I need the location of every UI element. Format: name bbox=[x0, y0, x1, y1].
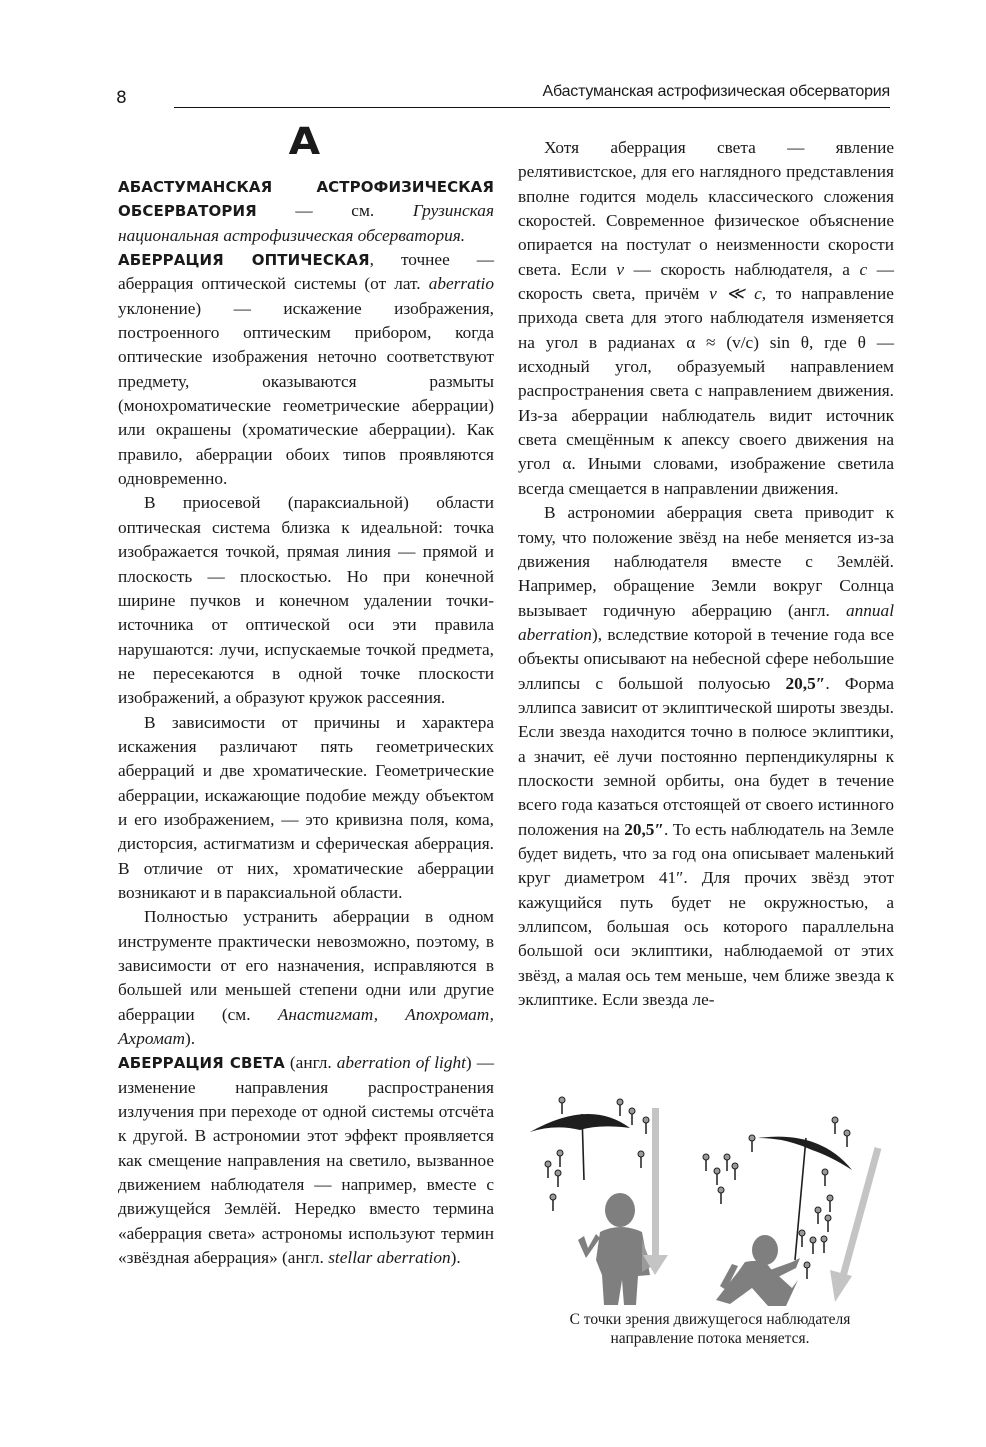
caption-line: С точки зрения движущегося наблюдателя bbox=[569, 1311, 851, 1328]
left-column bbox=[118, 175, 494, 1270]
paragraph: В приосевой (параксиальной) области оптическая система близка к идеальной: точка изображается точкой, прямая линия — прямой и плоскость — плоскостью. Но при конечной ширине пучков и конечном удалении точки-источника от оптической оси эти правила нарушаются: лучи, испускаемые точкой предмета, не пересекаются в одной точке плоскости изображений, а образуют кружок рассеяния. bbox=[118, 493, 494, 708]
entry-text: — скорость наблюдателя, а bbox=[624, 259, 860, 279]
running-head: Абастуманская астрофизическая обсерватория bbox=[542, 83, 890, 100]
umbrella-icon-left bbox=[530, 1114, 630, 1180]
entry-text: Хотя аберрация света — явление релятивистское, для его наглядного представления вполне годится модель классического сложения скоростей. Современное физическое объяснение опирается на постулат о неизменности скорости света. Если bbox=[518, 138, 894, 279]
umbrella-illustration bbox=[530, 1090, 890, 1308]
cross-reference[interactable]: Анастигмат, Апохромат, Ахромат bbox=[118, 1004, 494, 1049]
entry-text: — см. bbox=[256, 201, 413, 221]
entry-text: уклонение) — искажение изображения, построенного оптическим прибором, когда оптические изображения неточно соответствуют предмету, оказываются размыты (монохроматические геометрические аберрации) или окрашены (хроматические аберрации). Как правило, аберрации обоих типов проявляются одновременно. bbox=[118, 298, 494, 489]
entry-term: АБЕРРАЦИЯ ОПТИЧЕСКАЯ bbox=[118, 251, 370, 270]
entry-text: ) — изменение направления распространения излучения при переходе от одной системы отсчёта к другой. В астрономии этот эффект проявляется как смещение направления на светило, вызванное движением наблюдателя — например, вместе с движущейся Землёй. Нередко вместо термина «аберрация света» астрономы используют термин «звёздная аберрация» (англ. bbox=[118, 1053, 494, 1268]
cross-reference[interactable]: Грузинская национальная астрофизическая обсерватория. bbox=[118, 201, 494, 245]
entry-optical-aberration bbox=[118, 248, 494, 491]
header-rule bbox=[174, 107, 890, 108]
latin-term: aberratio bbox=[428, 274, 494, 294]
entry-text: В астрономии аберрация света приводит к тому, что положение звёзд на небе меняется из-за движения наблюдателя вместе с Землёй. Например, обращение Земли вокруг Солнца вызывает годичную аберрацию (англ. bbox=[518, 503, 894, 620]
entry-text: ), вследствие которой в течение года все объекты описывают на небесной сфере небольшие эллипсы с большой полуосью bbox=[518, 624, 894, 693]
entry-text: , где θ — исходный угол, образуемый направлением распространения света с направлением движения. Из-за аберрации наблюдатель видит источник света смещённым к апексу своего движения на угол α. Иными словами, изображение светила всегда смещается в направлении движения. bbox=[518, 332, 894, 498]
page-number: 8 bbox=[116, 88, 127, 108]
english-term: aberration of light bbox=[336, 1053, 466, 1073]
section-letter: А bbox=[288, 120, 321, 163]
entry-light-aberration bbox=[118, 1051, 494, 1270]
entry-text: ). bbox=[450, 1248, 461, 1268]
paragraph bbox=[518, 501, 894, 1012]
formula: α ≈ (v/c) sin θ bbox=[686, 332, 810, 352]
caption-line: направление потока меняется. bbox=[610, 1330, 810, 1347]
right-column bbox=[518, 136, 894, 1012]
value-arcsec: 20,5″ bbox=[624, 819, 664, 839]
entry-text: , то направление прихода света для этого наблюдателя изменяется на угол в радианах bbox=[518, 284, 894, 352]
entry-term: АБАСТУМАНСКАЯ АСТРОФИЗИЧЕСКАЯ ОБСЕРВАТОРИЯ bbox=[118, 178, 494, 221]
standing-person-icon bbox=[578, 1193, 652, 1305]
entry-text: ). bbox=[185, 1029, 196, 1049]
english-term: annual aberration bbox=[518, 600, 894, 644]
symbol-c: c bbox=[859, 259, 868, 279]
paragraph: В зависимости от причины и характера искажения различают пять геометрических аберраций и две хроматические. Геометрические аберрации, искажающие подобие между объектом и его изображением, — это кривизна поля, кома, дисторсия, астигматизм и сферическая аберрация. В отличие от них, хроматические аберрации возникают и в параксиальной области. bbox=[118, 712, 494, 902]
running-person-icon bbox=[716, 1235, 800, 1306]
value-arcsec: 20,5″ bbox=[785, 673, 826, 693]
entry-text: , точнее — аберрация оптической системы (от лат. bbox=[118, 250, 495, 294]
paragraph bbox=[518, 136, 894, 501]
symbol-v: v bbox=[616, 259, 625, 279]
entry-text: . Форма эллипса зависит от эклиптической широты звезды. Если звезда находится точно в полюсе эклиптики, а значит, её лучи постоянно перпендикулярны к плоскости земной орбиты, она будет в течение всего года казаться отстоящей от своего истинного положения на bbox=[518, 673, 894, 839]
entry-abastumani bbox=[118, 175, 494, 248]
paragraph bbox=[118, 905, 494, 1051]
entry-text: (англ. bbox=[284, 1053, 337, 1073]
entry-term: АБЕРРАЦИЯ СВЕТА bbox=[118, 1054, 285, 1073]
english-term: stellar aberration bbox=[328, 1248, 451, 1268]
inequality: v ≪ c bbox=[709, 284, 762, 304]
entry-text: . То есть наблюдатель на Земле будет видеть, что за год она описывает маленький круг диаметром 41″. Для прочих звёзд этот кажущийся путь будет не окружностью, а эллипсом, большая ось которого параллельна большой оси эклиптики, наблюдаемой от этих звёзд, а малая ось тем меньше, чем ближе звезда к эклиптике. Если звезда ле- bbox=[518, 819, 894, 1010]
figure-caption bbox=[520, 1310, 900, 1348]
entry-text: Полностью устранить аберрации в одном инструменте практически невозможно, поэтому, в зависимости от его назначения, исправляются в большей или меньшей степени одни или другие аберрации (см. bbox=[118, 907, 494, 1024]
arrow-diagonal-icon bbox=[830, 1148, 878, 1302]
entry-text: — скорость света, причём bbox=[518, 259, 894, 304]
